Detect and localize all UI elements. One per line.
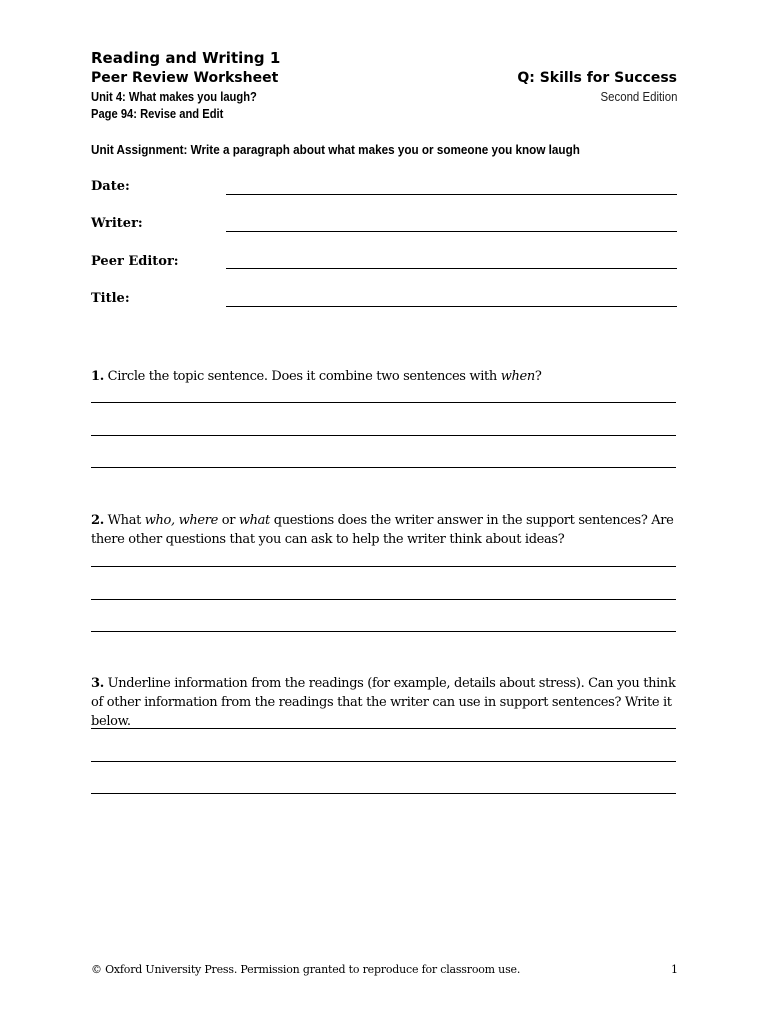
title-field[interactable]	[226, 306, 677, 307]
answer-line[interactable]	[91, 728, 676, 729]
question-2-text-c: questions does the writer answer in the support sentences? Are there other questions that you can ask to help the writer think about ideas?	[91, 513, 674, 547]
copyright-notice: © Oxford University Press. Permission granted to reproduce for classroom use.	[91, 963, 521, 976]
question-3	[91, 674, 681, 731]
page-number: 1	[671, 963, 678, 976]
question-2-text-a: What	[103, 513, 145, 528]
question-2-text-b: or	[217, 513, 239, 528]
answer-line[interactable]	[91, 761, 676, 762]
answer-line[interactable]	[91, 793, 676, 794]
edition-label: Second Edition	[600, 89, 677, 104]
question-1-end: ?	[534, 369, 542, 384]
writer-label: Writer:	[91, 216, 143, 231]
title-label: Title:	[91, 291, 130, 306]
date-label: Date:	[91, 179, 130, 194]
answer-line[interactable]	[91, 435, 676, 436]
question-2-italic-a: who, where	[144, 513, 218, 528]
question-2-italic-b: what	[238, 513, 270, 528]
question-1-text: Circle the topic sentence. Does it combine two sentences with	[103, 369, 501, 384]
answer-line[interactable]	[91, 402, 676, 403]
question-1-italic: when	[500, 369, 535, 384]
answer-line[interactable]	[91, 631, 676, 632]
peer-editor-field[interactable]	[226, 268, 677, 269]
question-2	[91, 511, 681, 549]
question-3-text: Underline information from the readings (for example, details about stress). Can you think of other information from the readings that the writer can use in support sentences? Write it below.	[91, 676, 676, 729]
worksheet-title: Peer Review Worksheet	[91, 70, 279, 86]
question-1	[91, 367, 681, 386]
unit-title: Unit 4: What makes you laugh?	[91, 89, 257, 104]
unit-assignment: Unit Assignment: Write a paragraph about what makes you or someone you know laugh	[91, 142, 580, 157]
page-reference: Page 94: Revise and Edit	[91, 106, 224, 121]
peer-editor-label: Peer Editor:	[91, 254, 179, 269]
writer-field[interactable]	[226, 231, 677, 232]
question-3-number: 3.	[91, 676, 104, 691]
answer-line[interactable]	[91, 566, 676, 567]
brand-title: Q: Skills for Success	[517, 70, 677, 86]
course-title: Reading and Writing 1	[91, 49, 281, 67]
answer-line[interactable]	[91, 467, 676, 468]
question-2-number: 2.	[91, 513, 104, 528]
question-1-number: 1.	[91, 369, 104, 384]
answer-line[interactable]	[91, 599, 676, 600]
date-field[interactable]	[226, 194, 677, 195]
